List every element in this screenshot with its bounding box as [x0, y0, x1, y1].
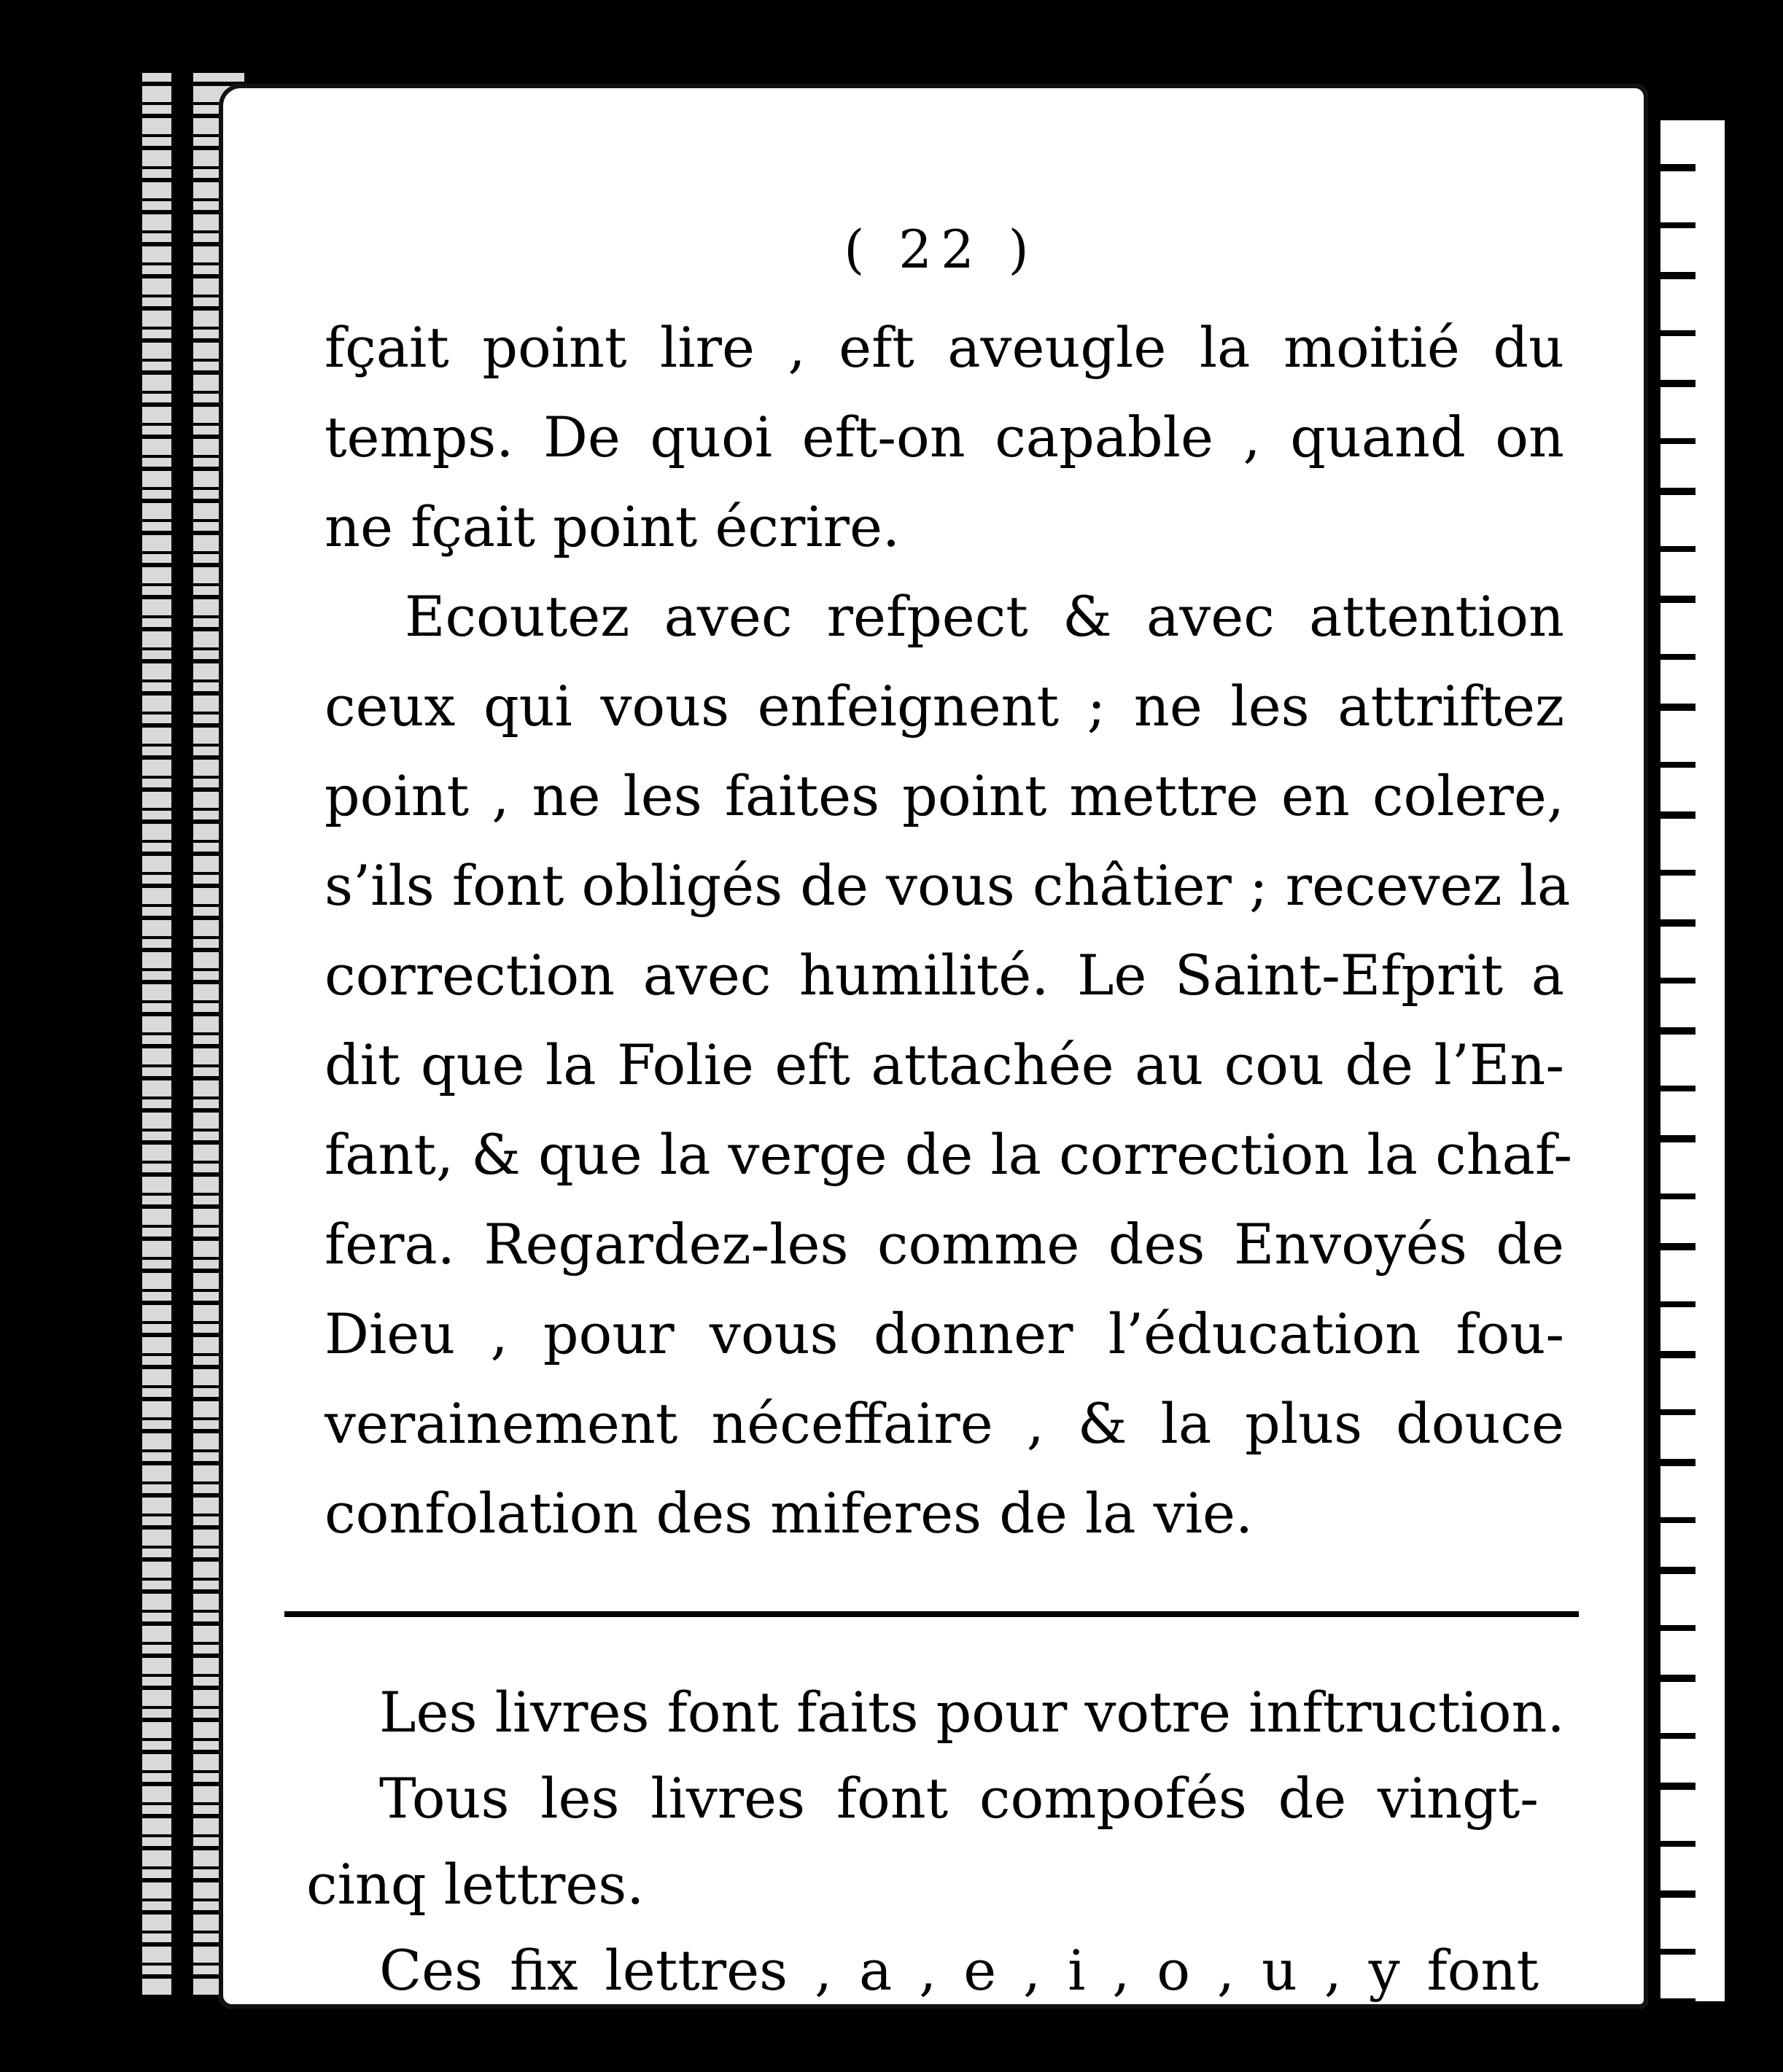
page-number: ( 22 ) [844, 219, 1038, 280]
text-line: confolation des miferes de la vie. [325, 1481, 1254, 1546]
text-line: fant, & que la verge de la correction la chaf- [325, 1122, 1573, 1187]
text-line: ne fçait point écrire. [325, 494, 901, 559]
text-line: ceux qui vous enfeignent ; ne les attriftez [325, 674, 1564, 739]
text-line: fçait point lire , eft aveugle la moitié du [325, 315, 1564, 380]
main-text [325, 303, 1573, 1558]
text-line: Dieu , pour vous donner l’éducation fou- [325, 1301, 1564, 1366]
horizontal-rule [284, 1611, 1579, 1617]
text-line: cinq lettres. [306, 1852, 645, 1917]
text-line: temps. De quoi eft-on capable , quand on [325, 405, 1564, 470]
text-line: verainement néceffaire , & la plus douce [325, 1391, 1564, 1456]
text-line: correction avec humilité. Le Saint-Efprit a [325, 943, 1564, 1008]
text-line: Les livres font faits pour votre inftruction. [379, 1680, 1565, 1745]
text-line: dit que la Folie eft attachée au cou de l’En- [325, 1032, 1564, 1097]
text-line: Tous les livres font compofés de vingt- [379, 1766, 1539, 1831]
right-binding-edge [1644, 120, 1725, 2001]
lower-text [306, 1670, 1565, 2014]
text-line: Ecoutez avec refpect & avec attention [405, 584, 1564, 649]
text-line: s’ils font obligés de vous châtier ; recevez la [325, 853, 1571, 918]
text-line: point , ne les faites point mettre en colere, [325, 763, 1564, 828]
text-line: Ces fix lettres , a , e , i , o , u , y font [379, 1938, 1539, 2003]
text-line: fera. Regardez-les comme des Envoyés de [325, 1212, 1564, 1277]
